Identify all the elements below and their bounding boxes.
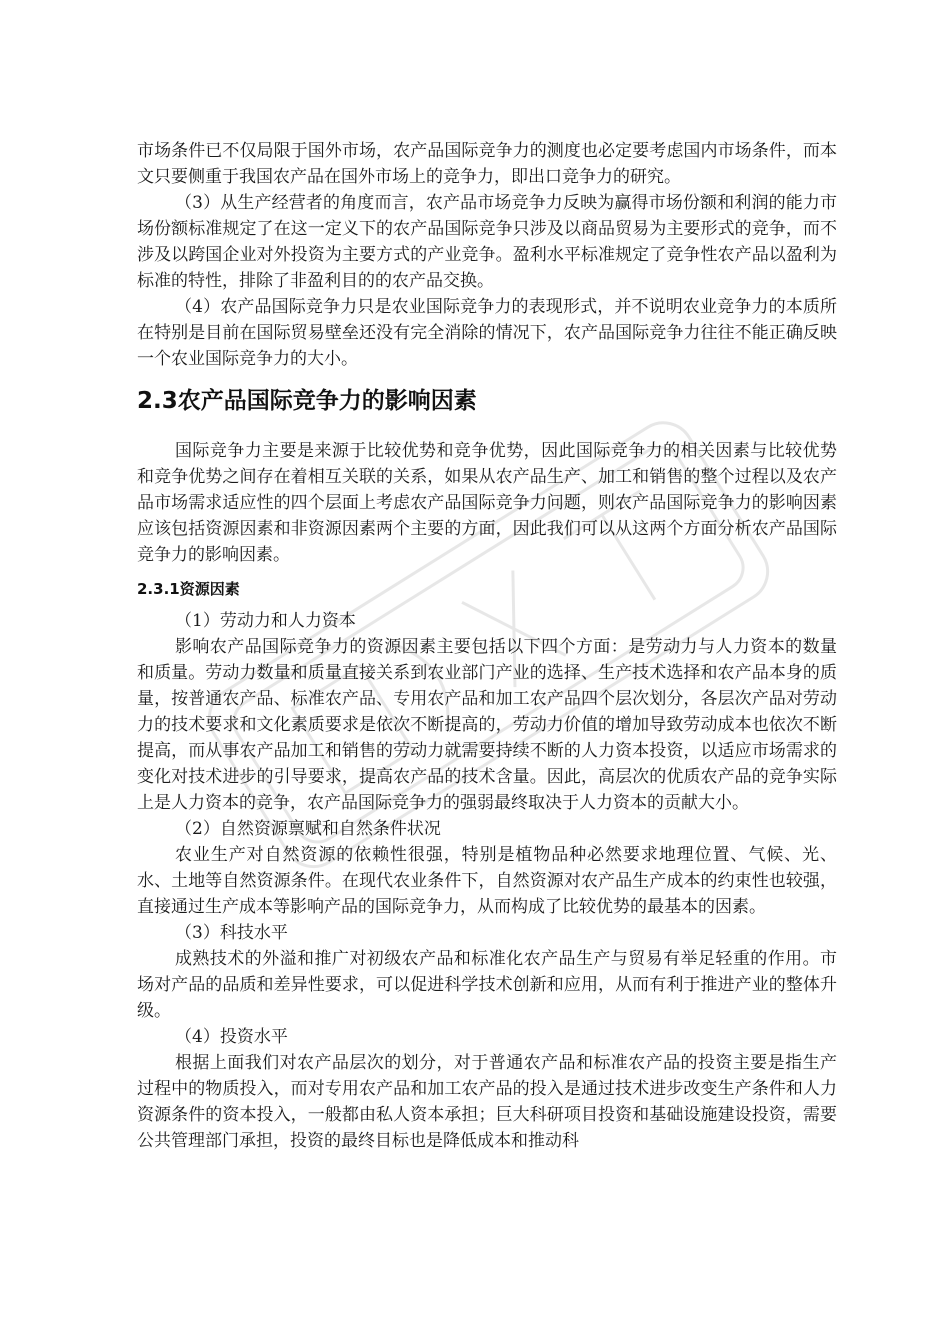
subsection-heading: 2.3.1资源因素 xyxy=(137,580,240,598)
item-3-title: （3）科技水平 xyxy=(175,923,288,943)
content xyxy=(137,138,837,1154)
section-paragraph: 国际竞争力主要是来源于比较优势和竞争优势，因此国际竞争力的相关因素与比较优势和竞争优势之间存在着相互关联的关系，如果从农产品生产、加工和销售的整个过程以及农产品市场需求适应性的四个层面上考虑农产品国际竞争力问题，则农产品国际竞争力的影响因素应该包括资源因素和非资源因素两个主要的方面，因此我们可以从这两个方面分析农产品国际竞争力的影响因素。 xyxy=(137,441,837,565)
item-2-text: 农业生产对自然资源的依赖性很强，特别是植物品种必然要求地理位置、气候、光、水、土地等自然资源条件。在现代农业条件下，自然资源对农产品生产成本的约束性也较强，直接通过生产成本等影响产品的国际竞争力，从而构成了比较优势的最基本的因素。 xyxy=(137,845,837,917)
item-2-title: （2）自然资源禀赋和自然条件状况 xyxy=(175,819,441,839)
item-4-title: （4）投资水平 xyxy=(175,1027,288,1047)
item-4-text: 根据上面我们对农产品层次的划分，对于普通农产品和标准农产品的投资主要是指生产过程中的物质投入，而对专用农产品和加工农产品的投入是通过技术进步改变生产条件和人力资源条件的资本投入，一般都由私人资本承担；巨大科研项目投资和基础设施建设投资，需要公共管理部门承担，投资的最终目标也是降低成本和推动科 xyxy=(137,1053,837,1151)
section-heading: 2.3农产品国际竞争力的影响因素 xyxy=(137,388,477,414)
item-1-text: 影响农产品国际竞争力的资源因素主要包括以下四个方面：是劳动力与人力资本的数量和质量。劳动力数量和质量直接关系到农业部门产业的选择、生产技术选择和农产品本身的质量，按普通农产品、标准农产品、专用农产品和加工农产品四个层次划分，各层次产品对劳动力的技术要求和文化素质要求是依次不断提高的，劳动力价值的增加导致劳动成本也依次不断提高，而从事农产品加工和销售的劳动力就需要持续不断的人力资本投资，以适应市场需求的变化对技术进步的引导要求，提高农产品的技术含量。因此，高层次的优质农产品的竞争实际上是人力资本的竞争，农产品国际竞争力的强弱最终取决于人力资本的贡献大小。 xyxy=(137,637,837,813)
intro-paragraph-3: （4）农产品国际竞争力只是农业国际竞争力的表现形式，并不说明农业竞争力的本质所在特别是目前在国际贸易壁垒还没有完全消除的情况下，农产品国际竞争力往往不能正确反映一个农业国际竞争力的大小。 xyxy=(137,297,837,369)
intro-paragraph-2: （3）从生产经营者的角度而言，农产品市场竞争力反映为赢得市场份额和利润的能力市场份额标准规定了在这一定义下的农产品国际竞争只涉及以商品贸易为主要形式的竞争，而不涉及以跨国企业对外投资为主要方式的产业竞争。盈利水平标准规定了竞争性农产品以盈利为标准的特性，排除了非盈利目的的农产品交换。 xyxy=(137,193,837,291)
item-3-text: 成熟技术的外溢和推广对初级农产品和标准化农产品生产与贸易有举足轻重的作用。市场对产品的品质和差异性要求，可以促进科学技术创新和应用，从而有利于推进产业的整体升级。 xyxy=(137,949,837,1021)
intro-paragraph-1: 市场条件已不仅局限于国外市场，农产品国际竞争力的测度也必定要考虑国内市场条件，而本文只要侧重于我国农产品在国外市场上的竞争力，即出口竞争力的研究。 xyxy=(137,141,837,187)
item-1-title: （1）劳动力和人力资本 xyxy=(175,611,356,631)
